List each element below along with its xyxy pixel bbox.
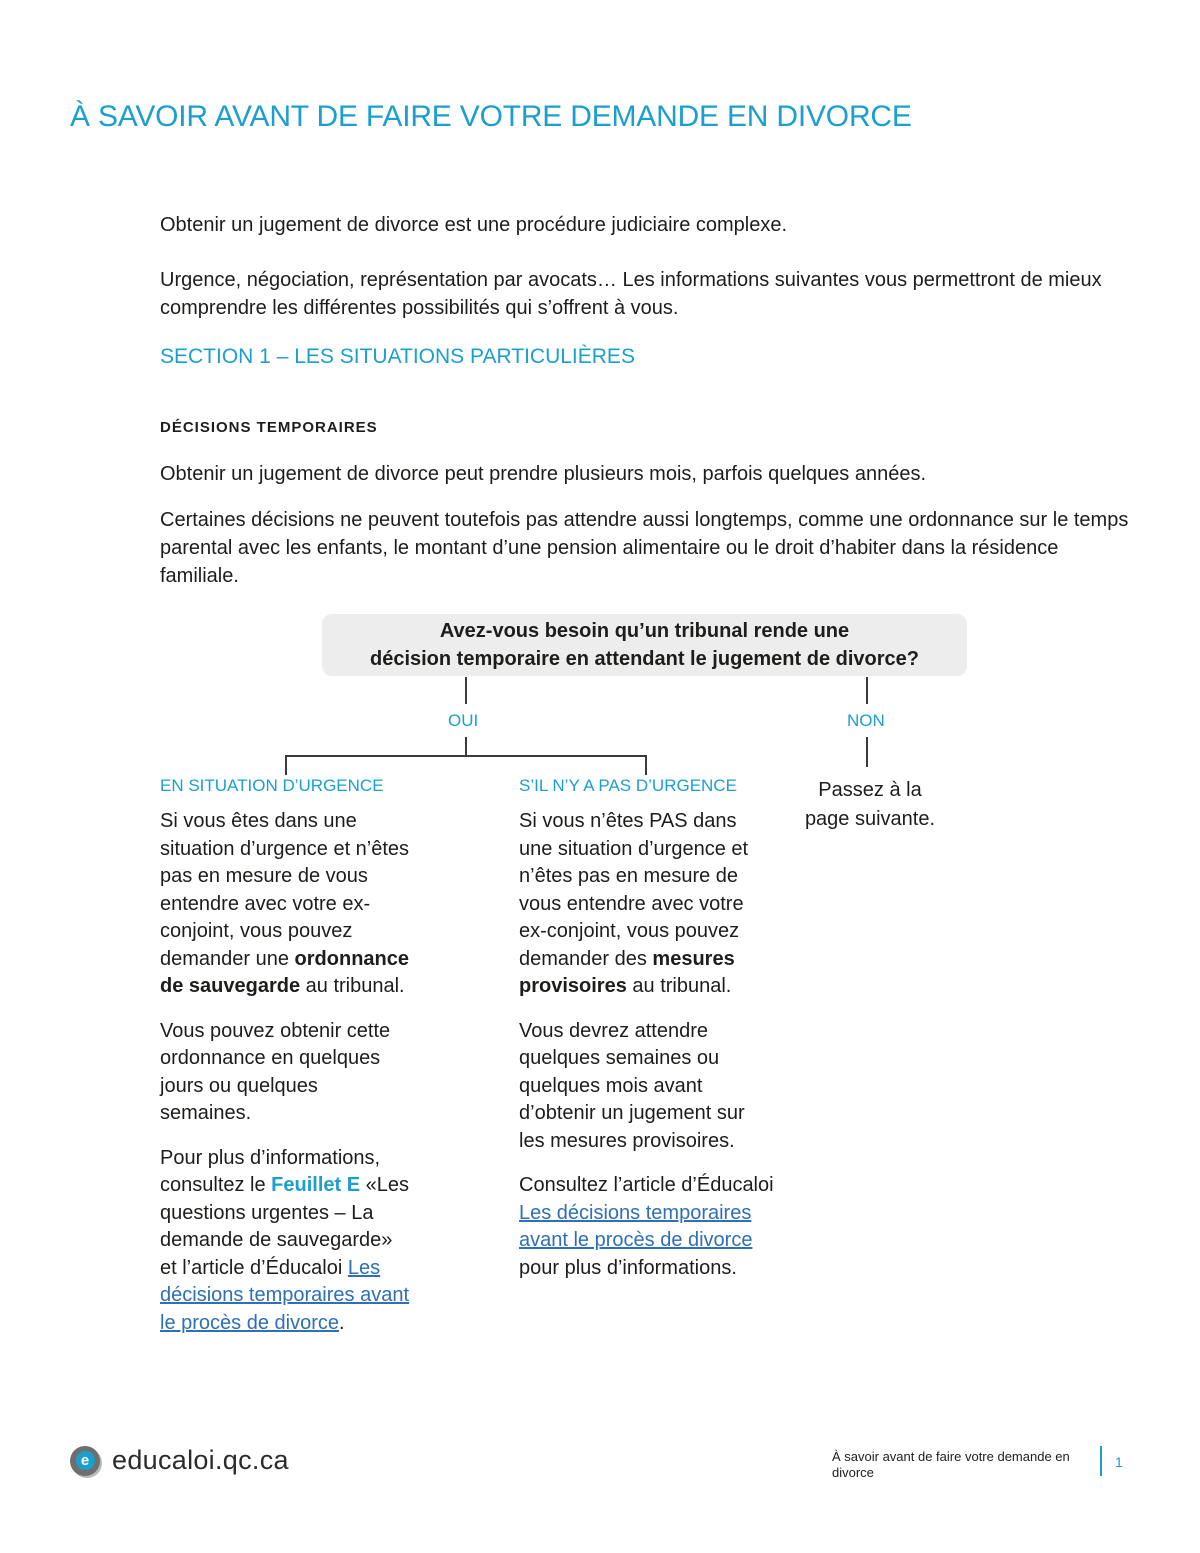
urgent-order-term: ordonnance de sauvegarde bbox=[160, 947, 409, 997]
connector-yes-bottom bbox=[465, 737, 467, 757]
footer-divider bbox=[1100, 1446, 1102, 1476]
logo-text: educaloi.qc.ca bbox=[112, 1445, 289, 1475]
connector-no-top bbox=[866, 677, 868, 704]
connector-yes-top bbox=[465, 677, 467, 704]
section-paragraph-1: Obtenir un jugement de divorce peut prendre plusieurs mois, parfois quelques années. bbox=[160, 463, 927, 485]
connector-horizontal bbox=[285, 755, 647, 757]
urgent-paragraph-2: Vous pouvez obtenir cette ordonnance en quelques jours ou quelques semaines. bbox=[160, 1019, 391, 1124]
urgent-heading: EN SITUATION D’URGENCE bbox=[160, 776, 384, 795]
logo-letter: e bbox=[76, 1451, 95, 1470]
question-line-1: Avez-vous besoin qu’un tribunal rende une bbox=[439, 620, 850, 642]
no-branch-text: Passez à la page suivante. bbox=[804, 779, 936, 830]
urgent-column bbox=[160, 808, 410, 1354]
connector-not-urgent bbox=[645, 755, 647, 775]
educaloi-logo-icon bbox=[70, 1446, 100, 1476]
provisional-measures-term: mesures provisoires bbox=[519, 947, 735, 997]
urgent-paragraph-1: Si vous êtes dans une situation d’urgence et n’êtes pas en mesure de vous entendre avec votre ex-conjoint, vous pouvez demander une ordonnance de sauvegarde au tribunal. bbox=[160, 810, 410, 997]
not-urgent-article-link[interactable]: Les décisions temporaires avant le procès de divorce bbox=[519, 1201, 753, 1251]
yes-label: OUI bbox=[448, 711, 479, 730]
connector-no-bottom bbox=[866, 737, 868, 767]
educaloi-logo[interactable] bbox=[70, 1445, 289, 1476]
not-urgent-paragraph-1: Si vous n’êtes PAS dans une situation d’urgence et n’êtes pas en mesure de vous entendre avec votre ex-conjoint, vous pouvez demander des mesures provisoires au tribunal. bbox=[519, 810, 749, 997]
urgent-article-link[interactable]: Les décisions temporaires avant le procès de divorce bbox=[160, 1256, 410, 1334]
page-number: 1 bbox=[1115, 1454, 1123, 1470]
not-urgent-paragraph-3: Consultez l’article d’Éducaloi Les décisions temporaires avant le procès de divorce pour plus d’informations. bbox=[519, 1174, 774, 1279]
intro-paragraph-1: Obtenir un jugement de divorce est une procédure judiciaire complexe. bbox=[160, 214, 788, 236]
footer-document-title: À savoir avant de faire votre demande en divorce bbox=[832, 1449, 1070, 1480]
feuillet-e-reference: Feuillet E bbox=[271, 1174, 361, 1196]
subsection-heading: DÉCISIONS TEMPORAIRES bbox=[160, 419, 378, 436]
no-label: NON bbox=[847, 711, 885, 730]
section-paragraph-2: Certaines décisions ne peuvent toutefois pas attendre aussi longtemps, comme une ordonnance sur le temps parental avec les enfants, le montant d’une pension alimentaire ou le droit d’habiter dans la résidence familiale. bbox=[160, 509, 1129, 587]
flowchart-question-box bbox=[322, 614, 967, 676]
section-heading: SECTION 1 – LES SITUATIONS PARTICULIÈRES bbox=[160, 345, 635, 368]
not-urgent-paragraph-2: Vous devrez attendre quelques semaines ou quelques mois avant d’obtenir un jugement sur les mesures provisoires. bbox=[519, 1019, 745, 1152]
not-urgent-column bbox=[519, 808, 774, 1299]
urgent-paragraph-3: Pour plus d’informations, consultez le Feuillet E «Les questions urgentes – La demande de sauvegarde» et l’article d’Éducaloi Les décisions temporaires avant le procès de divorce. bbox=[160, 1146, 410, 1334]
connector-urgent bbox=[285, 755, 287, 775]
page-title: À SAVOIR AVANT DE FAIRE VOTRE DEMANDE EN DIVORCE bbox=[70, 100, 912, 133]
question-line-2: décision temporaire en attendant le jugement de divorce? bbox=[369, 648, 919, 670]
not-urgent-heading: S’IL N’Y A PAS D’URGENCE bbox=[519, 776, 737, 795]
intro-paragraph-2: Urgence, négociation, représentation par avocats… Les informations suivantes vous permettront de mieux comprendre les différentes possibilités qui s’offrent à vous. bbox=[160, 269, 1102, 319]
